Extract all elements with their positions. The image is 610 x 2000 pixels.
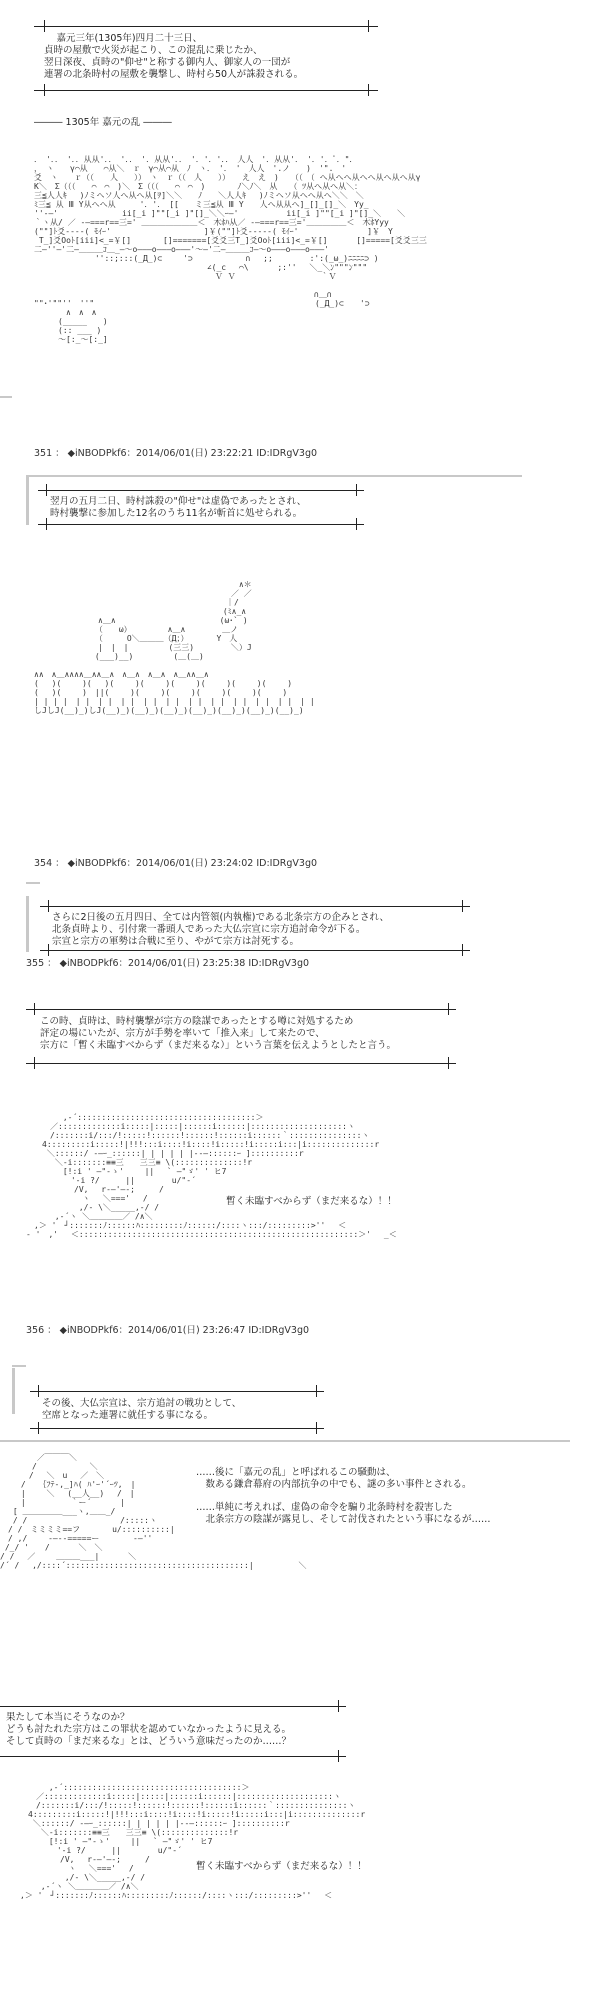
frame-rule (38, 524, 364, 525)
post-header-354: 354 ： ◆iNBODPkf6：2014/06/01(日) 23:24:02 ID:IDRgV3g0 (34, 858, 318, 869)
post-header-356: 356 ： ◆iNBODPkf6：2014/06/01(日) 23:26:47 ID:IDRgV3g0 (26, 1325, 310, 1336)
frame-cross (38, 1385, 39, 1397)
section-title: ――― 1305年 嘉元の乱 ――― (34, 117, 172, 128)
frame-cross (44, 20, 45, 32)
frame-cross (368, 20, 369, 32)
shout-quote-1: 暫く未臨すべからず（まだ来るな）！！ (226, 1196, 397, 1207)
frame-rule (26, 1009, 456, 1010)
frame-cross (338, 1700, 339, 1712)
shout-quote-2: 暫く未臨すべからず（まだ来るな）！！ (196, 1861, 367, 1872)
narration-block-3: さらに2日後の五月四日、全ては内管領(内執権)である北条宗方の企みとされ、 北条貞時より、引付衆一番頭人であった大仏宗宣に宗方追討命令が下る。 宗宣と宗方の軍勢は合戦に至り、やがて宗方は討死する。 (52, 912, 390, 947)
frame-cross (356, 518, 357, 530)
quote-bar (12, 1368, 15, 1414)
post-divider (12, 1365, 26, 1367)
frame-rule (40, 906, 470, 907)
post-header-355: 355 ： ◆iNBODPkf6：2014/06/01(日) 23:25:38 ID:IDRgV3g0 (26, 958, 310, 969)
frame-rule (38, 490, 364, 491)
frame-cross (48, 900, 49, 912)
frame-cross (316, 1422, 317, 1434)
frame-cross (462, 944, 463, 956)
frame-cross (46, 484, 47, 496)
post-header-351: 351 ： ◆iNBODPkf6：2014/06/01(日) 23:22:21 ID:IDRgV3g0 (34, 448, 318, 459)
frame-rule (26, 1063, 456, 1064)
sadatoki-ascii-art-2: ,-´:::::::::::::::::::::::::::::::::::::＞ ／:::::::::::::i:::::|:::::|::::::i::::::|::::::::::::::::::::ヽ /:::::::i/:::/!:::::!::::::!::::::!::::::i::::::｀:::::::::::::::ヽ 4:::::::::i:::::!|!!!:::i::::!i::::!i:::::!i:::::i:::|i::::::::::::::r ＼::::::/ -―ｰ_::::::| | | | | |--―::::::ｰ ]::::::::::r ＼-i:::::::≡≡三 三三≡ \(::::::::::::::!r [!:i ' ―"-ゝ' || ` ―"ゞ' ' ヒ7 '-i ?/ || u/"-´ /V, r-―'―-; / ヽ ＼===' / ,/- \＼_____,-/ / ,-´ヽ ＼＿＿＿＿／ /∧＼ ,＞ ' ┘:::::::ﾉ::::::ﾊ:::::::::ﾉ::::::/::::ヽ:::/:::::::::>'' ＜ (19, 1783, 366, 1900)
frame-rule (0, 1756, 346, 1757)
frame-cross (48, 944, 49, 956)
frame-rule (40, 950, 470, 951)
frame-cross (356, 484, 357, 496)
post-divider (26, 475, 522, 477)
narration-block-6b: ……単純に考えれば、虚偽の命令を騙り北条時村を殺害した 北条宗方の陰謀が露見し、そして討伐されたという事になるが…… (196, 1502, 491, 1525)
pensive-ascii-art: ／￣￣￣＼ / ＼ / ＼ u ／ ＼ / ｛ﾌﾃ-,_]ﾊ( ﾊ'ｰ'´ｰﾂ, | | ＼ (__人__) / | | ｀ー´ | [ ＿＿＿＿＿___ヽ,＿＿_/ / / /:::::ヽ / / ミミミミ==フ u/::::::::::| / ,/ -―--=====ー -―'' /_/ ' / ＼ ＼ / / ／ ＿＿＿___| ＼ /´ / ,/::::´::::::::::::::::::::::::::::::::::::::| ＼ (0, 1453, 307, 1570)
narration-block-1: 嘉元三年(1305年)四月二十三日、 貞時の屋敷で火災が起こり、この混乱に乗じたか、 翌日深夜、貞時の"仰せ"と称する御内人、御家人の一団が 連署の北条時村の屋敷を襲撃し、時村ら50人が誅殺される。 (44, 33, 304, 80)
narration-block-5: その後、大仏宗宣は、宗方追討の戦功として、 空席となった連署に就任する事になる。 (42, 1398, 242, 1421)
frame-rule (30, 1391, 324, 1392)
frame-cross (368, 84, 369, 96)
battle-ascii-art: ． '．． '．．从从'．． '．． '．从从'．． '．'．'．． 人人 '．从从'． '．'．ﾟ．"． ， ヽ γ⌒从 ⌒从＼ ｒ γ⌒从⌒从 ﾉ ヽ． '． ' 人人 '.ノ ) '". ' 爻 ヽ ｒ（（ 人 ）） ヽ ｒ（（ 人 ）） え え ) （（ （ へ从へへ从へへ从へ从へ从γ K＼ Σ（（（ ⌒ ⌒ )＼ Σ（（（ ⌒ ⌒ ) ﾉ＼ﾉ＼ 从 （ ﾂ从へ从へ从＼： 三≦人人ｷ )ﾉミヘソ人へ从へ从[ｦ]＼＼ ﾉ ＼人人ｷ )ﾉミヘソ从へへ从へ＼＼ ＼ ﾐ三≦ 从 Ⅲ Y从へへ从 '．'． [[ ミ三≦从 Ⅲ Y 人へ从从へ]_[]_[]_＼ Yy_ ''-―' ii[_i ]""[_i ]"[]_＼＼ｰ―' ii[_i ]""[_i ]"[]_＼ ＼ ｀ヽ从/ ／ -―===r==三=' ＿＿＿＿＿＿＿＜ 木ﾎﾊ从／ -―===r==三='＿＿＿＿＿＜ 木ﾎYyy (""]ﾄ爻----( ﾓｲｰ' ]￥(""]ﾄ爻-----( ﾓｲｰ' ]￥ Y T_]爻Ooﾄ[iii]<_=￥[] []=======[爻爻三T_]爻Ooﾄ[iii]<_=￥[] []=====[爻爻三三 二―''―'二―＿＿＿ｺ＿_―～o―――o―――o―――'～―'二―＿＿＿ｺ―～o―――o―――o―――' ''::;:::(_Д_)⊂ '⊃ ∩ ;; :':(_ω_)ﾆﾆﾆﾆ⊃ ) ∠(_c ⌒\ ;:'' ＼_＼ﾝ"""ﾝ""" Ｖ Ｖ ｀Ｖ ∩＿∩ ""･'""'' ''" (_Д_)⊂ '⊃ ∧ ∧ ∧ (_____ ) (:: ___ ) ～[:_～[:_] (34, 155, 427, 344)
quote-bar (26, 896, 29, 952)
post-divider (0, 396, 12, 398)
frame-cross (38, 1422, 39, 1434)
post-divider (0, 1440, 570, 1442)
narration-block-7: 果たして本当にそうなのか？ どうも討たれた宗方はこの罪状を認めていなかったように見える。 そして貞時の「まだ来るな」とは、どういう意味だったのか……？ (6, 1712, 292, 1747)
frame-cross (34, 1003, 35, 1015)
frame-cross (46, 518, 47, 530)
frame-cross (448, 1003, 449, 1015)
frame-cross (338, 1750, 339, 1762)
frame-rule (34, 90, 378, 91)
frame-cross (462, 900, 463, 912)
crowd-ascii-art: ∧＊ ／ ／ ｜/ (ﾐ∧_∧ ∧＿∧ (ω･` ) （ ω） ∧＿∧ ＿ノ （ O＼＿＿＿（Д；） Y 人 | | | (三三) ＼）J (___)__) (＿(＿) ∧∧ ∧＿∧∧∧∧＿∧∧＿∧ ∧＿∧ ∧＿∧ ∧＿∧∧＿∧ ( )( )( )( )( )( )( )( )( ) ( )( ) ||( )( )( )( )( )( ) | | | | | | | | | | | | | | | | | | | | | | | | | | しJしJ(__)_)しJ(__)_)(__)_)(__)_)(__)_)(__)_)(__)_)(__)_) (34, 580, 315, 715)
frame-rule (34, 26, 378, 27)
frame-rule (0, 1706, 346, 1707)
sadatoki-ascii-art: ,-´:::::::::::::::::::::::::::::::::::::＞ ／:::::::::::::i:::::|:::::|::::::i::::::|::::::::::::::::::::ヽ /:::::::i/:::/!:::::!::::::!::::::!::::::i::::::｀:::::::::::::::ヽ 4:::::::::i:::::!|!!!:::i::::!i::::!i:::::!i:::::i:::|i::::::::::::::r ＼::::::/ -―ｰ_::::::| | | | | |--―::::::ｰ ]::::::::::r ＼-i:::::::≡≡三 三三≡ \(::::::::::::::!r [!:i ' ―"-ゝ' || ` ―"ゞ' ' ヒ7 '-i ?/ || u/"-´ /V, r-―'―-; / ヽ ＼===' / ,/- \＼_____,-/ / ,-´ヽ ＼＿＿＿＿／ /∧＼ ,＞ ' ┘:::::::ﾉ::::::ﾊ:::::::::ﾉ::::::/::::ヽ:::/:::::::::>'' ＜ - ' ,' ＜::::::::::::::::::::::::::::::::::::::::::::::::::::::::::＞' _＜ (26, 1113, 397, 1239)
frame-cross (44, 84, 45, 96)
frame-rule (30, 1428, 324, 1429)
frame-cross (316, 1385, 317, 1397)
narration-block-2: 翌月の五月二日、時村誅殺の"仰せ"は虚偽であったとされ、 時村襲撃に参加した12名のうち11名が斬首に処せられる。 (50, 496, 307, 519)
frame-cross (34, 1057, 35, 1069)
post-divider (26, 882, 40, 884)
narration-block-6a: ……後に「嘉元の乱」と呼ばれるこの騒動は、 数ある鎌倉幕府の内部抗争の中でも、謎の多い事件とされる。 (196, 1467, 472, 1490)
frame-cross (448, 1057, 449, 1069)
narration-block-4: この時、貞時は、時村襲撃が宗方の陰謀であったとする噂に対処するため 評定の場にいたが、宗方が手勢を率いて「推入来」して来たので、 宗方に「暫く未臨すべからず（まだ来るな）」という言葉を伝えようとしたと言う。 (40, 1016, 397, 1051)
quote-bar (26, 475, 29, 525)
